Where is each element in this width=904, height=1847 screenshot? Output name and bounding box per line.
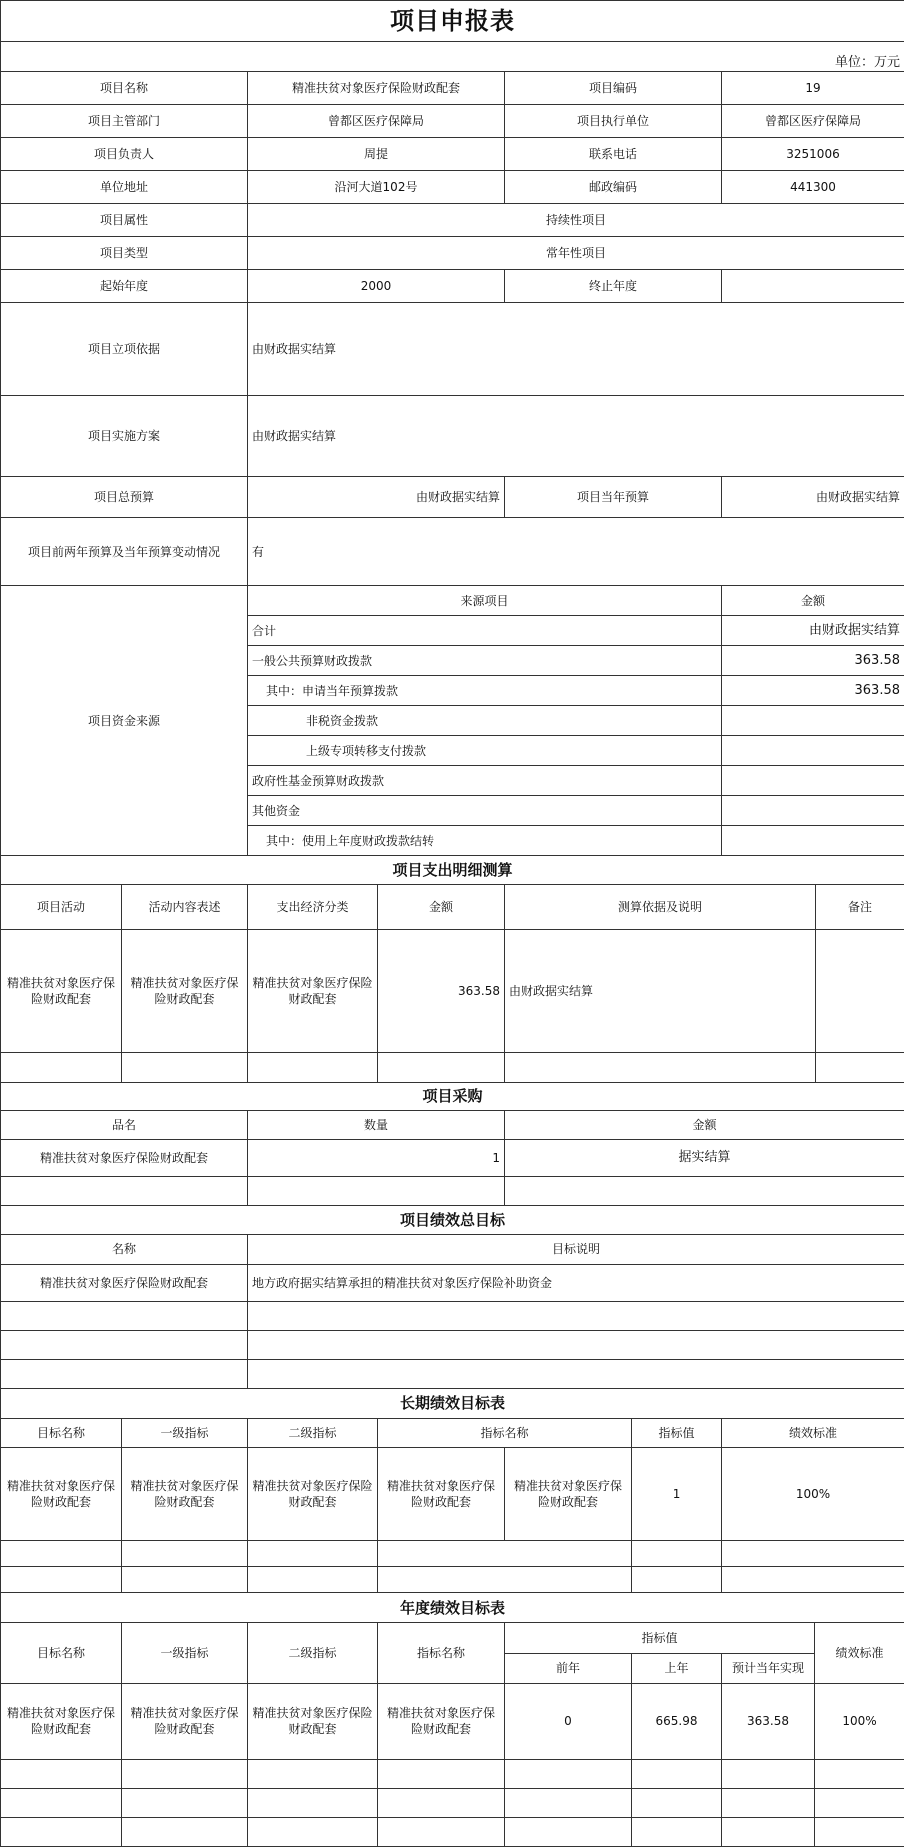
funding-row-name: 合计 — [248, 616, 722, 646]
annual-subheader: 前年 — [505, 1653, 632, 1683]
empty-cell — [1, 1301, 248, 1330]
attribute-value: 持续性项目 — [248, 204, 904, 237]
type-value: 常年性项目 — [248, 237, 904, 270]
owner-value: 周提 — [248, 138, 505, 171]
empty-cell — [722, 1759, 815, 1788]
purchase-table — [0, 1111, 904, 1236]
perf-total-header: 名称 — [1, 1235, 248, 1264]
purchase-header: 品名 — [1, 1111, 248, 1140]
long-term-section-title: 长期绩效目标表 — [1, 1388, 904, 1418]
empty-cell — [632, 1541, 722, 1567]
project-name-label: 项目名称 — [1, 72, 248, 105]
budget-change-value: 有 — [248, 518, 904, 586]
application-table — [0, 0, 904, 885]
expense-remark — [816, 929, 904, 1052]
empty-cell — [722, 1541, 904, 1567]
perf-total-table — [0, 1235, 904, 1419]
empty-cell — [378, 1759, 505, 1788]
long-term-standard: 100% — [722, 1448, 904, 1541]
empty-cell — [1, 1359, 248, 1388]
project-code-value: 19 — [722, 72, 904, 105]
empty-cell — [122, 1788, 248, 1817]
plan-value: 由财政据实结算 — [248, 396, 904, 477]
empty-cell — [505, 1177, 904, 1206]
long-term-header: 指标名称 — [378, 1419, 632, 1448]
basis-value: 由财政据实结算 — [248, 303, 904, 396]
long-term-header: 目标名称 — [1, 1419, 122, 1448]
long-term-header: 指标值 — [632, 1419, 722, 1448]
purchase-header: 金额 — [505, 1111, 904, 1140]
project-name-value: 精准扶贫对象医疗保险财政配套 — [248, 72, 505, 105]
perf-total-name: 精准扶贫对象医疗保险财政配套 — [1, 1264, 248, 1301]
end-year-label: 终止年度 — [505, 270, 722, 303]
long-term-cell: 精准扶贫对象医疗保险财政配套 — [248, 1448, 378, 1541]
expense-header: 支出经济分类 — [248, 885, 378, 929]
empty-cell — [122, 1759, 248, 1788]
zip-label: 邮政编码 — [505, 171, 722, 204]
empty-cell — [122, 1052, 248, 1082]
empty-cell — [722, 1567, 904, 1593]
long-term-table — [0, 1419, 904, 1624]
empty-cell — [378, 1541, 632, 1567]
start-year-label: 起始年度 — [1, 270, 248, 303]
empty-cell — [248, 1301, 904, 1330]
expense-amount: 363.58 — [378, 929, 505, 1052]
expense-cell: 精准扶贫对象医疗保险财政配套 — [1, 929, 122, 1052]
annual-header: 一级指标 — [122, 1623, 248, 1683]
annual-value-prev: 665.98 — [632, 1683, 722, 1759]
funding-source-header: 来源项目 — [248, 586, 722, 616]
perf-total-header: 目标说明 — [248, 1235, 904, 1264]
funding-row-name: 一般公共预算财政拨款 — [248, 646, 722, 676]
funding-row-amount: 363.58 — [722, 646, 904, 676]
funding-row-amount: 由财政据实结算 — [722, 616, 904, 646]
dept-label: 项目主管部门 — [1, 105, 248, 138]
empty-cell — [1, 1330, 248, 1359]
empty-cell — [815, 1788, 904, 1817]
annual-subheader: 预计当年实现 — [722, 1653, 815, 1683]
type-label: 项目类型 — [1, 237, 248, 270]
long-term-header: 一级指标 — [122, 1419, 248, 1448]
expense-header: 项目活动 — [1, 885, 122, 929]
annual-value-prev2: 0 — [505, 1683, 632, 1759]
phone-value: 3251006 — [722, 138, 904, 171]
empty-cell — [505, 1052, 816, 1082]
empty-cell — [1, 1759, 122, 1788]
year-budget-value: 由财政据实结算 — [722, 477, 904, 518]
purchase-amount: 据实结算 — [505, 1140, 904, 1177]
funding-row-name: 其中：申请当年预算拨款 — [248, 676, 722, 706]
empty-cell — [505, 1759, 632, 1788]
empty-cell — [1, 1788, 122, 1817]
empty-cell — [248, 1788, 378, 1817]
dept-value: 曾都区医疗保障局 — [248, 105, 505, 138]
exec-unit-value: 曾都区医疗保障局 — [722, 105, 904, 138]
empty-cell — [505, 1788, 632, 1817]
funding-row-name: 其中：使用上年度财政拨款结转 — [248, 826, 722, 856]
empty-cell — [248, 1541, 378, 1567]
empty-cell — [1, 1541, 122, 1567]
total-budget-value: 由财政据实结算 — [248, 477, 505, 518]
end-year-value — [722, 270, 904, 303]
exec-unit-label: 项目执行单位 — [505, 105, 722, 138]
long-term-value: 1 — [632, 1448, 722, 1541]
empty-cell — [816, 1052, 904, 1082]
empty-cell — [248, 1359, 904, 1388]
empty-cell — [632, 1788, 722, 1817]
annual-table — [0, 1623, 904, 1847]
empty-cell — [1, 1177, 248, 1206]
long-term-cell: 精准扶贫对象医疗保险财政配套 — [122, 1448, 248, 1541]
funding-row-amount — [722, 826, 904, 856]
expense-cell: 精准扶贫对象医疗保险财政配套 — [122, 929, 248, 1052]
unit-label: 单位：万元 — [1, 42, 904, 72]
year-budget-label: 项目当年预算 — [505, 477, 722, 518]
expense-header: 活动内容表述 — [122, 885, 248, 929]
empty-cell — [1, 1567, 122, 1593]
expense-section-title: 项目支出明细测算 — [1, 856, 904, 885]
empty-cell — [378, 1788, 505, 1817]
purchase-item: 精准扶贫对象医疗保险财政配套 — [1, 1140, 248, 1177]
long-term-cell: 精准扶贫对象医疗保险财政配套 — [378, 1448, 505, 1541]
annual-header: 绩效标准 — [815, 1623, 904, 1683]
long-term-header: 二级指标 — [248, 1419, 378, 1448]
basis-label: 项目立项依据 — [1, 303, 248, 396]
form-title: 项目申报表 — [1, 1, 904, 42]
empty-cell — [248, 1052, 378, 1082]
address-label: 单位地址 — [1, 171, 248, 204]
annual-header: 指标值 — [505, 1623, 815, 1653]
long-term-header: 绩效标准 — [722, 1419, 904, 1448]
funding-row-name: 其他资金 — [248, 796, 722, 826]
long-term-cell: 精准扶贫对象医疗保险财政配套 — [505, 1448, 632, 1541]
expense-cell: 精准扶贫对象医疗保险财政配套 — [248, 929, 378, 1052]
empty-cell — [378, 1052, 505, 1082]
perf-total-section-title: 项目绩效总目标 — [1, 1206, 904, 1235]
expense-header: 测算依据及说明 — [505, 885, 816, 929]
attribute-label: 项目属性 — [1, 204, 248, 237]
budget-change-label: 项目前两年预算及当年预算变动情况 — [1, 518, 248, 586]
annual-value-current: 363.58 — [722, 1683, 815, 1759]
address-value: 沿河大道102号 — [248, 171, 505, 204]
expense-header: 金额 — [378, 885, 505, 929]
funding-row-amount — [722, 706, 904, 736]
annual-cell: 精准扶贫对象医疗保险财政配套 — [248, 1683, 378, 1759]
funding-row-amount: 363.58 — [722, 676, 904, 706]
owner-label: 项目负责人 — [1, 138, 248, 171]
purchase-section-title: 项目采购 — [1, 1082, 904, 1110]
annual-subheader: 上年 — [632, 1653, 722, 1683]
funding-amount-header: 金额 — [722, 586, 904, 616]
long-term-cell: 精准扶贫对象医疗保险财政配套 — [1, 1448, 122, 1541]
empty-cell — [248, 1330, 904, 1359]
empty-cell — [248, 1567, 378, 1593]
phone-label: 联系电话 — [505, 138, 722, 171]
plan-label: 项目实施方案 — [1, 396, 248, 477]
expense-basis: 由财政据实结算 — [505, 929, 816, 1052]
funding-row-amount — [722, 796, 904, 826]
empty-cell — [632, 1759, 722, 1788]
purchase-quantity: 1 — [248, 1140, 505, 1177]
expense-table — [0, 885, 904, 1111]
purchase-header: 数量 — [248, 1111, 505, 1140]
funding-row-name: 上级专项转移支付拨款 — [248, 736, 722, 766]
perf-total-desc: 地方政府据实结算承担的精准扶贫对象医疗保险补助资金 — [248, 1264, 904, 1301]
total-budget-label: 项目总预算 — [1, 477, 248, 518]
empty-cell — [122, 1567, 248, 1593]
funding-row-name: 非税资金拨款 — [248, 706, 722, 736]
annual-header: 目标名称 — [1, 1623, 122, 1683]
funding-row-name: 政府性基金预算财政拨款 — [248, 766, 722, 796]
empty-cell — [815, 1759, 904, 1788]
funding-row-amount — [722, 766, 904, 796]
zip-value: 441300 — [722, 171, 904, 204]
empty-cell — [1, 1052, 122, 1082]
empty-cell — [248, 1759, 378, 1788]
empty-cell — [378, 1567, 632, 1593]
funding-row-amount — [722, 736, 904, 766]
annual-cell: 精准扶贫对象医疗保险财政配套 — [378, 1683, 505, 1759]
funding-label: 项目资金来源 — [1, 586, 248, 856]
empty-cell — [722, 1788, 815, 1817]
annual-header: 指标名称 — [378, 1623, 505, 1683]
start-year-value: 2000 — [248, 270, 505, 303]
expense-header: 备注 — [816, 885, 904, 929]
annual-cell: 精准扶贫对象医疗保险财政配套 — [122, 1683, 248, 1759]
empty-cell — [632, 1567, 722, 1593]
annual-header: 二级指标 — [248, 1623, 378, 1683]
project-code-label: 项目编码 — [505, 72, 722, 105]
empty-cell — [122, 1541, 248, 1567]
annual-section-title: 年度绩效目标表 — [1, 1593, 904, 1623]
annual-cell: 精准扶贫对象医疗保险财政配套 — [1, 1683, 122, 1759]
annual-standard: 100% — [815, 1683, 904, 1759]
empty-cell — [248, 1177, 505, 1206]
